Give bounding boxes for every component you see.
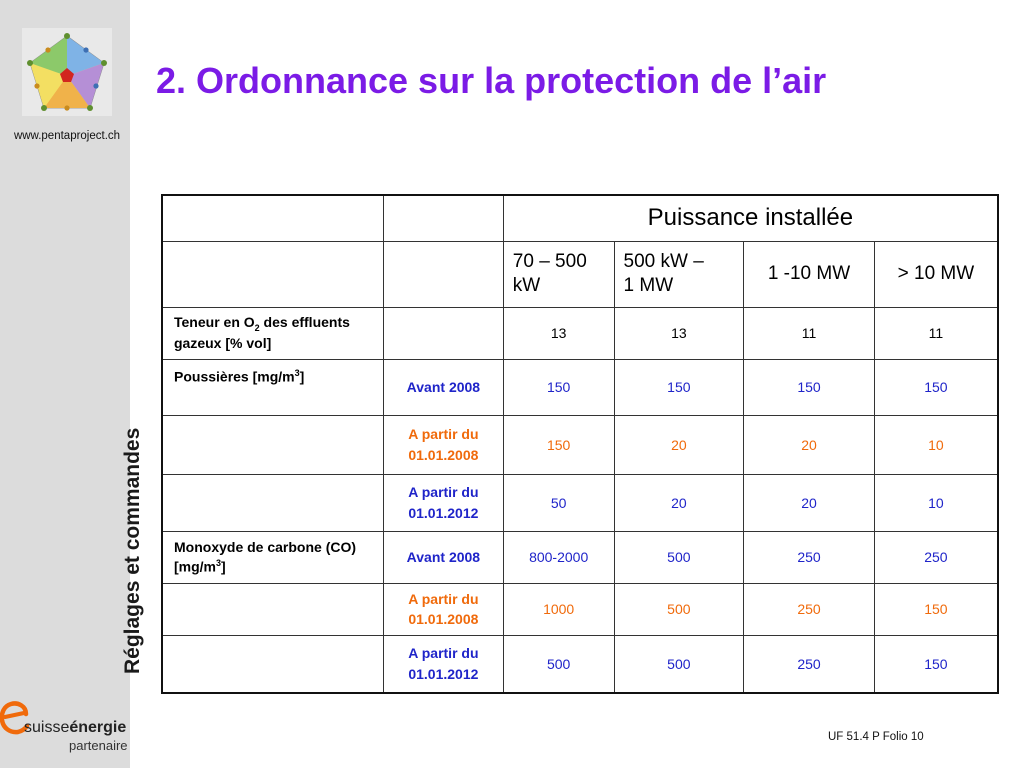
value-cell: 150 [503,359,614,415]
section-label: Réglages et commandes [121,427,144,674]
table-row [162,359,998,415]
value-cell: 20 [614,415,744,474]
value-cell: 250 [744,531,875,583]
value-cell: 1000 [503,583,614,635]
value-cell: 150 [614,359,744,415]
value-cell: 13 [503,307,614,359]
sidebar [0,0,144,768]
period-cell: Avant 2008 [383,359,503,415]
table-header-row [162,195,998,241]
empty-cell [383,241,503,307]
emission-limits-table [161,194,999,694]
brand-name: suisseénergie [24,719,127,736]
period-cell: A partir du 01.01.2012 [383,635,503,693]
row-label: Teneur en $O_2$ des effluents gazeux [% vol] [162,307,383,359]
period-cell: Avant 2008 [383,531,503,583]
brand-subtitle: partenaire [69,738,128,753]
value-cell: 250 [744,583,875,635]
value-cell: 500 [614,635,744,693]
period-cell: A partir du 01.01.2012 [383,474,503,531]
value-cell: 10 [874,474,998,531]
group-header: Puissance installée [503,195,998,241]
power-header-row [162,241,998,307]
period-cell: A partir du 01.01.2008 [383,415,503,474]
value-cell: 11 [744,307,875,359]
value-cell: 150 [503,415,614,474]
value-cell: 800-2000 [503,531,614,583]
value-cell: 250 [744,635,875,693]
period-cell [383,307,503,359]
pentaproject-logo [22,28,112,116]
period-cell: A partir du 01.01.2008 [383,583,503,635]
table-row [162,583,998,635]
value-cell: 150 [874,635,998,693]
value-cell: 20 [614,474,744,531]
value-cell: 50 [503,474,614,531]
empty-cell [383,195,503,241]
row-label [162,583,383,635]
row-label: Monoxyde de carbone (CO) $[mg/m^3]$ [162,531,383,583]
value-cell: 500 [503,635,614,693]
value-cell: 20 [744,474,875,531]
row-label [162,415,383,474]
power-header: > 10 MW [874,241,998,307]
folio-label: UF 51.4 P Folio 10 [828,731,924,743]
value-cell: 11 [874,307,998,359]
value-cell: 500 [614,531,744,583]
value-cell: 150 [874,583,998,635]
row-label: Poussières $[mg/m^3]$ [162,359,383,415]
value-cell: 500 [614,583,744,635]
value-cell: 150 [874,359,998,415]
table-row [162,531,998,583]
row-label [162,474,383,531]
table-row [162,474,998,531]
empty-cell [162,241,383,307]
page-title: 2. Ordonnance sur la protection de l’air [156,60,827,101]
table-row [162,635,998,693]
power-header: 1 -10 MW [744,241,875,307]
table-row [162,307,998,359]
value-cell: 10 [874,415,998,474]
row-label [162,635,383,693]
value-cell: 250 [874,531,998,583]
site-url: www.pentaproject.ch [13,130,121,142]
power-header: 500 kW – 1 MW [614,241,744,307]
table-row [162,415,998,474]
value-cell: 20 [744,415,875,474]
empty-cell [162,195,383,241]
power-header: 70 – 500 kW [503,241,614,307]
value-cell: 13 [614,307,744,359]
value-cell: 150 [744,359,875,415]
